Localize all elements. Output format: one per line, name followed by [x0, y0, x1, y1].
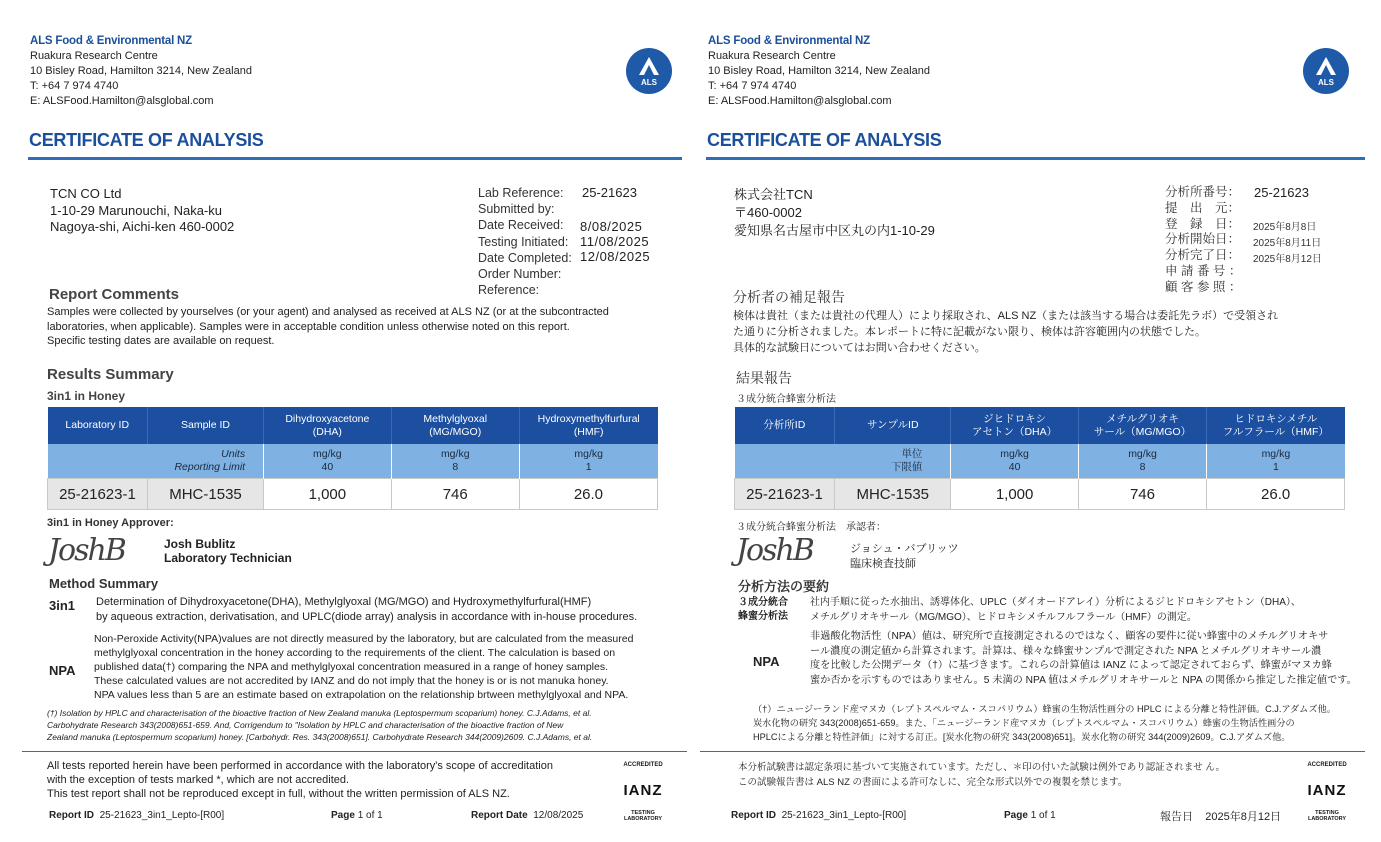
- method-line: by aqueous extraction, derivatisation, and UPLC(diode array) analysis in accordance with in-house procedures.: [96, 611, 638, 623]
- col-header: Methylglyoxal (MG/MGO): [391, 407, 519, 444]
- units-label: Units: [221, 448, 246, 460]
- comment-line: Specific testing dates are available on request.: [47, 335, 275, 347]
- method-npa-text: [94, 632, 633, 702]
- results-subtitle: 3in1 in Honey: [47, 389, 126, 403]
- method-3in1-label: ３成分統合 蜂蜜分析法: [738, 597, 788, 622]
- client-line: 〒460-0002: [734, 205, 802, 220]
- results-title: Results Summary: [47, 366, 174, 383]
- results-table: [47, 407, 658, 510]
- certificate-title: CERTIFICATE OF ANALYSIS: [707, 130, 942, 150]
- units-label: 単位: [901, 448, 923, 460]
- meta-label: Lab Reference:: [478, 186, 564, 200]
- page-number: [331, 810, 383, 821]
- method-npa-label: NPA: [753, 654, 780, 669]
- ianz-top: ACCREDITED: [1307, 762, 1347, 768]
- meta-labels: [478, 185, 572, 298]
- comment-line: laboratories, when applicable). Samples were in acceptable condition unless otherwise noted on this report.: [47, 320, 570, 333]
- method-3in1-label: 3in1: [49, 598, 76, 613]
- method-line: ール濃度の測定値から計算されます。計算は、様々な蜂蜜サンプルで測定された NPA とメチルグリオキサール濃: [810, 645, 1322, 657]
- ianz-bot: TESTING LABORATORY: [1307, 810, 1347, 822]
- col-header: 分析所ID: [735, 407, 835, 444]
- units-cell: [519, 444, 657, 479]
- footnote-line: （†）ニュージーランド産マヌカ（レプトスペルマム・スコパリウム）蜂蜜の生物活性画分の HPLC による分離と特性評価。C.J.アダムズ他。: [753, 704, 1336, 714]
- hmf-value: 26.0: [519, 479, 657, 510]
- limit: 40: [1008, 461, 1021, 473]
- company-phone: T: +64 7 974 4740: [708, 80, 797, 92]
- footer-line: This test report shall not be reproduced except in full, without the written permission of ALS NZ.: [47, 788, 510, 800]
- report-date-value: 2025年8月12日: [1205, 811, 1282, 823]
- approver-title: 3in1 in Honey Approver:: [47, 517, 174, 529]
- method-line: published data(†) comparing the NPA and methylglyoxal concentration measured in a range of honey samples.: [94, 661, 609, 673]
- footnote-line: Zealand manuka (Leptospermum scoparium) honey. [Carbohydr. Res. 343(2008)651]. Carbohydrate Research 344(2009)2609. C.J.Adams, et al.: [47, 732, 593, 742]
- method-line: メチルグリオキサール（MG/MGO）、ヒドロキシメチルフルフラール（HMF）の測定。: [810, 612, 1197, 623]
- approver-name: Josh Bublitz: [164, 537, 236, 551]
- col-header: ヒドロキシメチル フルフラール（HMF）: [1207, 407, 1345, 444]
- comment-line: た通りに分析されました。本レポートに特に記載がない限り、検体は許容範囲内の状態でした。: [733, 326, 1206, 338]
- footnote: [753, 702, 1336, 744]
- table-header-row: [735, 407, 1345, 444]
- meta-label: Order Number:: [478, 267, 562, 282]
- meta-label: Date Completed:: [478, 250, 572, 265]
- meta-label: 分析開始日：: [1165, 232, 1241, 247]
- mgo-value: 746: [391, 479, 519, 510]
- lab-reference-value: 25-21623: [1254, 185, 1309, 200]
- limit: 8: [1139, 461, 1146, 473]
- date-received-value: 2025年8月8日: [1253, 222, 1317, 233]
- footer-line: 本分析試験書は認定条項に基づいて実施されています。ただし、＊印の付いた試験は例外であり認証されませ ん。: [738, 762, 1225, 773]
- client-line: 株式会社TCN: [734, 187, 813, 202]
- company-name: ALS Food & Environmental NZ: [708, 35, 870, 47]
- method-line: These calculated values are not accredited by IANZ and do not imply that the honey is or is not manuka honey.: [94, 675, 609, 687]
- method-line: Non-Peroxide Activity(NPA)values are not directly measured by the laboratory, but are calculated from the measured: [94, 633, 634, 645]
- footer-line: この試験報告書は ALS NZ の書面による許可なしに、完全な形式以外での複製を禁じます。: [738, 777, 1128, 788]
- method-line: 蜜か否かを示すものではありません。5 未満の NPA 値はメチルグリオキサールと NPA の関係から推定した推定値です。: [810, 674, 1357, 686]
- unit: mg/kg: [313, 448, 342, 460]
- als-logo-icon: ALS: [626, 48, 672, 94]
- company-centre: Ruakura Research Centre: [30, 50, 158, 62]
- table-row: [735, 479, 1345, 510]
- col-header: Dihydroxyacetone (DHA): [264, 407, 392, 444]
- report-date: [1160, 808, 1281, 824]
- results-title: 結果報告: [736, 370, 792, 386]
- company-street: 10 Bisley Road, Hamilton 3214, New Zealand: [708, 65, 930, 77]
- method-line: methylglyoxal concentration in the honey according to the requirements of the client. The calculation is based on: [94, 647, 616, 659]
- report-date-value: 12/08/2025: [533, 810, 584, 821]
- limit-label: 下限値: [890, 461, 923, 473]
- approver-role: 臨床検査技師: [850, 558, 916, 570]
- ianz-logo-icon: [1296, 762, 1358, 824]
- footnote: [47, 707, 592, 743]
- limit-label: Reporting Limit: [174, 461, 246, 473]
- mgo-value: 746: [1078, 479, 1206, 510]
- japanese-page: [678, 0, 1381, 842]
- limit: 1: [1272, 461, 1279, 473]
- method-line: 社内手順に従った水抽出、誘導体化、UPLC（ダイオードアレイ）分析によるジヒドロキシアセトン（DHA）、: [810, 597, 1301, 608]
- report-comments-title: 分析者の補足報告: [733, 289, 845, 305]
- ianz-top: ACCREDITED: [623, 762, 663, 768]
- page-value: 1 of 1: [1030, 810, 1056, 821]
- footer-divider: [22, 751, 687, 752]
- report-date-label: Report Date: [471, 810, 528, 821]
- method-title: 分析方法の要約: [738, 579, 830, 594]
- company-street: 10 Bisley Road, Hamilton 3214, New Zealand: [30, 65, 252, 77]
- meta-label: Testing Initiated:: [478, 234, 569, 249]
- col-header: Laboratory ID: [48, 407, 148, 444]
- meta-label: 分析所番号：: [1165, 185, 1241, 199]
- col-header: メチルグリオキ サール（MG/MGO）: [1078, 407, 1206, 444]
- footnote-line: HPLCによる分離と特性評価」に対する訂正。[炭水化物の研究 343(2008)651]。炭水化物の研究 344(2009)2609。C.J.アダムズ他。: [753, 732, 1291, 742]
- units-label-cell: [735, 444, 951, 479]
- unit: mg/kg: [1000, 448, 1029, 460]
- ianz-mid: IANZ: [623, 782, 663, 799]
- unit: mg/kg: [1261, 448, 1291, 460]
- client-line: TCN CO Ltd: [50, 186, 122, 201]
- approver-name: ジョシュ・バブリッツ: [850, 543, 959, 555]
- method-line: NPA values less than 5 are an estimate based on extrapolation on the relationship brtween methylglyoxal and NPA.: [94, 689, 629, 701]
- units-cell: [951, 444, 1078, 479]
- ianz-mid: IANZ: [1307, 782, 1347, 799]
- units-cell: [264, 444, 392, 479]
- meta-label: 申 請 番 号 ：: [1165, 263, 1242, 278]
- sample-id-cell: MHC-1535: [835, 479, 951, 510]
- sample-id-cell: MHC-1535: [147, 479, 263, 510]
- method-3in1-text: [96, 595, 637, 625]
- report-id: [731, 810, 906, 821]
- hmf-value: 26.0: [1207, 479, 1345, 510]
- client-address: [734, 186, 935, 240]
- col-header: Sample ID: [147, 407, 263, 444]
- page-value: 1 of 1: [357, 810, 383, 821]
- unit: mg/kg: [440, 448, 470, 460]
- client-line: Nagoya-shi, Aichi-ken 460-0002: [50, 219, 235, 234]
- report-comments-title: Report Comments: [49, 286, 180, 303]
- comment-line: 検体は貴社（または貴社の代理人）により採取され、ALS NZ（または該当する場合は委託先ラボ）で受領され: [733, 310, 1279, 322]
- accreditation-statement: [47, 759, 553, 801]
- limit: 40: [321, 461, 334, 473]
- report-comments: [47, 305, 609, 349]
- footnote-line: (†) Isolation by HPLC and characterisation of the bioactive fraction of New Zealand manuka (Leptospermum scoparium) honey. C.J.Adams, et al.: [47, 708, 592, 718]
- page-label: Page: [1004, 810, 1028, 821]
- report-date: [471, 810, 583, 821]
- lab-id-cell: 25-21623-1: [48, 479, 148, 510]
- footer-line: with the exception of tests marked *, which are not accredited.: [47, 774, 350, 786]
- table-units-row: [48, 444, 658, 479]
- footnote-line: 炭水化物の研究 343(2008)651-659。また、「ニュージーランド産マヌカ（レプトスペルマム・スコパリウム）蜂蜜の生物活性画分の: [753, 718, 1295, 728]
- report-comments: [733, 308, 1278, 356]
- table-units-row: [735, 444, 1345, 479]
- date-completed-value: 12/08/2025: [580, 249, 651, 264]
- meta-label: 提 出 元：: [1165, 200, 1241, 215]
- col-header: サンプルID: [835, 407, 951, 444]
- company-name: ALS Food & Environmental NZ: [30, 35, 192, 47]
- date-received-value: 8/08/2025: [580, 219, 643, 234]
- english-page: [0, 0, 690, 842]
- units-cell: [391, 444, 519, 479]
- accreditation-statement: [738, 760, 1225, 790]
- company-email: E: ALSFood.Hamilton@alsglobal.com: [708, 95, 892, 107]
- limit: 1: [585, 461, 592, 473]
- meta-label: 登 録 日：: [1165, 216, 1241, 231]
- client-address: [50, 186, 234, 236]
- signature: JoshB: [48, 533, 125, 568]
- meta-labels: [1165, 185, 1241, 296]
- testing-initiated-value: 11/08/2025: [580, 234, 650, 249]
- meta-label: 分析完了日：: [1165, 248, 1241, 263]
- company-phone: T: +64 7 974 4740: [30, 80, 119, 92]
- unit: mg/kg: [1128, 448, 1157, 460]
- col-header: Hydroxymethylfurfural (HMF): [519, 407, 657, 444]
- approver-title: ３成分統合蜂蜜分析法 承認者：: [736, 522, 886, 533]
- unit: mg/kg: [574, 448, 603, 460]
- footnote-line: Carbohydrate Research 343(2008)651-659. And, Corrigendum to "Isolation by HPLC and characterisation of the bioactive fraction of New: [47, 720, 564, 730]
- results-table: [734, 407, 1345, 510]
- meta-label: Date Received:: [478, 218, 564, 233]
- report-id-value: 25-21623_3in1_Lepto-[R00]: [99, 810, 225, 821]
- lab-reference-value: 25-21623: [582, 185, 637, 200]
- method-line: Determination of Dihydroxyacetone(DHA), Methylglyoxal (MG/MGO) and Hydroxymethylfurfural(HMF): [96, 596, 592, 608]
- method-npa-text: [810, 630, 1357, 688]
- units-cell: [1078, 444, 1206, 479]
- title-divider: [28, 157, 682, 160]
- comment-line: 具体的な試験日についてはお問い合わせください。: [733, 342, 986, 354]
- report-id: [49, 810, 224, 821]
- certificate-title: CERTIFICATE OF ANALYSIS: [29, 130, 264, 150]
- testing-initiated-value: 2025年8月11日: [1253, 238, 1322, 249]
- date-completed-value: 2025年8月12日: [1253, 254, 1322, 265]
- col-header: ジヒドロキシ アセトン（DHA）: [951, 407, 1078, 444]
- page-number: [1004, 810, 1056, 821]
- signature: JoshB: [736, 533, 813, 568]
- ianz-bot: TESTING LABORATORY: [623, 810, 663, 822]
- dha-value: 1,000: [264, 479, 392, 510]
- comment-line: Samples were collected by yourselves (or your agent) and analysed as received at ALS NZ (or at the subcontracted: [47, 306, 609, 318]
- results-subtitle: ３成分統合蜂蜜分析法: [736, 394, 836, 405]
- meta-label: Submitted by:: [478, 202, 555, 217]
- method-3in1-text: [810, 595, 1301, 625]
- page-label: Page: [331, 810, 355, 821]
- meta-label: Reference:: [478, 283, 540, 298]
- units-cell: [1207, 444, 1345, 479]
- report-date-label: 報告日: [1160, 811, 1193, 823]
- company-centre: Ruakura Research Centre: [708, 50, 836, 62]
- method-line: 非過酸化物活性（NPA）値は、研究所で直接測定されるのではなく、顧客の要件に従い蜂蜜中のメチルグリオキサ: [810, 631, 1329, 642]
- title-divider: [706, 157, 1365, 160]
- table-header-row: [48, 407, 658, 444]
- report-id-label: Report ID: [49, 810, 94, 821]
- report-id-label: Report ID: [731, 810, 776, 821]
- meta-label: 顧 客 参 照 ：: [1165, 279, 1242, 294]
- limit: 8: [452, 461, 459, 473]
- method-npa-label: NPA: [49, 663, 76, 678]
- table-row: [48, 479, 658, 510]
- ianz-logo-icon: [612, 762, 674, 824]
- report-id-value: 25-21623_3in1_Lepto-[R00]: [781, 810, 907, 821]
- company-email: E: ALSFood.Hamilton@alsglobal.com: [30, 95, 214, 107]
- footer-divider: [700, 751, 1365, 752]
- als-logo-icon: ALS: [1303, 48, 1349, 94]
- method-title: Method Summary: [49, 576, 159, 591]
- dha-value: 1,000: [951, 479, 1078, 510]
- units-label-cell: [48, 444, 264, 479]
- approver-role: Laboratory Technician: [164, 551, 292, 565]
- footer-line: All tests reported herein have been performed in accordance with the laboratory's scope of accreditation: [47, 760, 553, 772]
- client-line: 1-10-29 Marunouchi, Naka-ku: [50, 202, 222, 218]
- client-line: 愛知県名古屋市中区丸の内1-10-29: [734, 223, 935, 238]
- lab-id-cell: 25-21623-1: [735, 479, 835, 510]
- method-line: 度を比較した公開データ（†）に基づきます。これらの計算値は IANZ によって認定されておらず、蜂蜜がマヌカ蜂: [810, 660, 1332, 671]
